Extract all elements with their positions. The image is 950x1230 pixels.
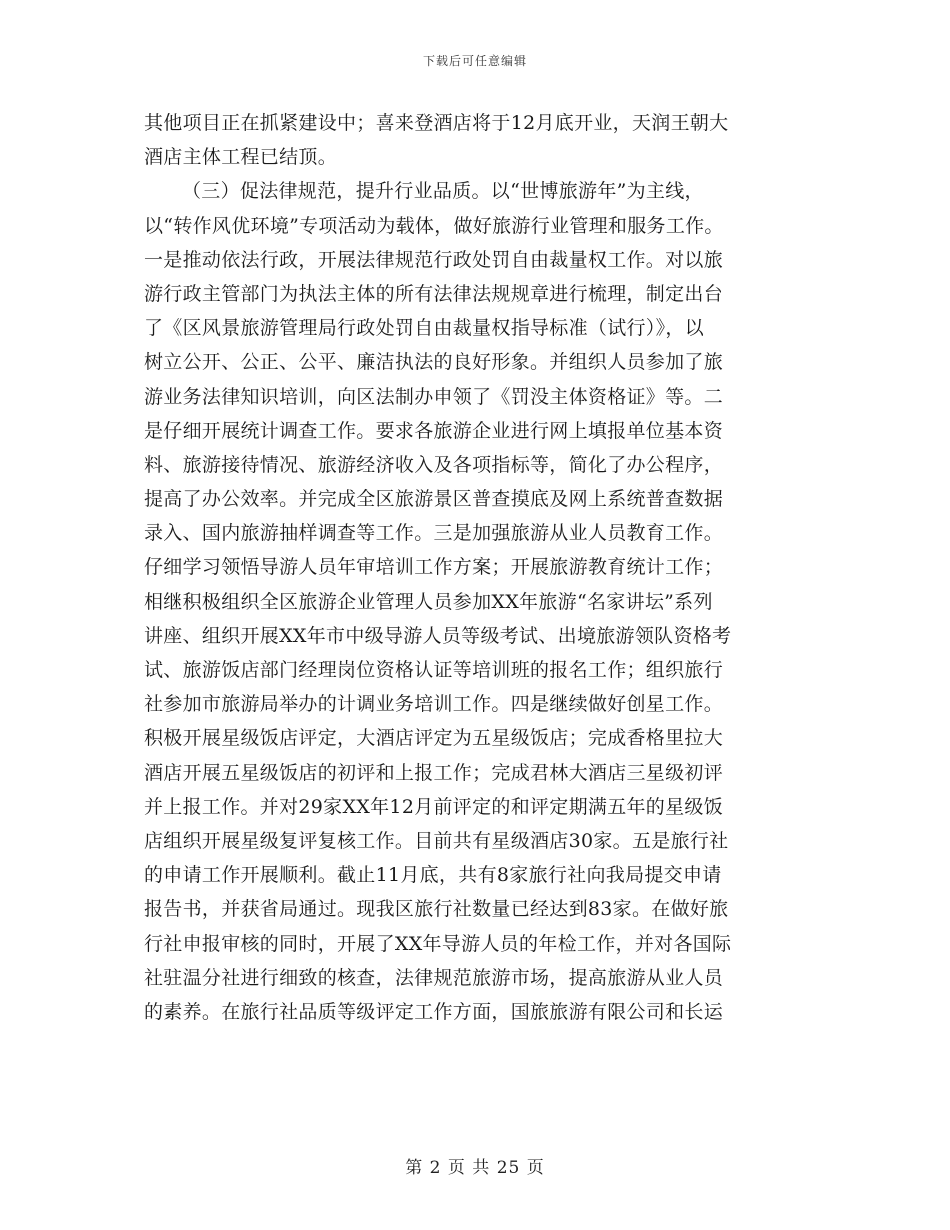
text-line: 行社申报审核的同时，开展了XX年导游人员的年检工作，并对各国际 — [144, 932, 732, 955]
text-line: 相继积极组织全区旅游企业管理人员参加XX年旅游“名家讲坛”系列 — [144, 590, 713, 613]
page-number: 第 2 页 共 25 页 — [405, 1158, 545, 1178]
text-line: 以“转作风优环境”专项活动为载体，做好旅游行业管理和服务工作。 — [144, 214, 724, 237]
text-line: 社驻温分社进行细致的核查，法律规范旅游市场，提高旅游从业人员 — [144, 966, 724, 989]
text-line: 的申请工作开展顺利。截止11月底，共有8家旅行社向我局提交申请 — [144, 864, 722, 887]
text-line: 积极开展星级饭店评定，大酒店评定为五星级饭店；完成香格里拉大 — [144, 727, 724, 750]
text-line: 酒店主体工程已结顶。 — [144, 146, 338, 169]
text-line: 的素养。在旅行社品质等级评定工作方面，国旅旅游有限公司和长运 — [144, 1000, 724, 1023]
text-line: 并上报工作。并对29家XX年12月前评定的和评定期满五年的星级饭 — [144, 795, 724, 818]
text-line: 酒店开展五星级饭店的初评和上报工作；完成君林大酒店三星级初评 — [144, 761, 724, 784]
text-line: 讲座、组织开展XX年市中级导游人员等级考试、出境旅游领队资格考 — [144, 624, 732, 647]
text-line: 了《区风景旅游管理局行政处罚自由裁量权指导标准（试行）》，以 — [144, 317, 705, 340]
text-line: 料、旅游接待情况、旅游经济收入及各项指标等，简化了办公程序， — [144, 453, 724, 476]
text-line: 树立公开、公正、公平、廉洁执法的良好形象。并组织人员参加了旅 — [144, 351, 724, 374]
text-line: 游业务法律知识培训，向区法制办申领了《罚没主体资格证》等。二 — [144, 385, 724, 408]
page-header-note: 下载后可任意编辑 — [422, 54, 527, 68]
text-line: 仔细学习领悟导游人员年审培训工作方案；开展旅游教育统计工作； — [144, 556, 724, 579]
text-line: 是仔细开展统计调查工作。要求各旅游企业进行网上填报单位基本资 — [144, 419, 724, 442]
text-line: 社参加市旅游局举办的计调业务培训工作。四是继续做好创星工作。 — [144, 693, 724, 716]
text-line: 游行政主管部门为执法主体的所有法律法规规章进行梳理，制定出台 — [144, 282, 724, 305]
text-line: 一是推动依法行政，开展法律规范行政处罚自由裁量权工作。对以旅 — [144, 248, 724, 271]
text-line: 试、旅游饭店部门经理岗位资格认证等培训班的报名工作；组织旅行 — [144, 659, 724, 681]
text-line: 其他项目正在抓紧建设中；喜来登酒店将于12月底开业，天润王朝大 — [144, 112, 729, 134]
text-line: 提高了办公效率。并完成全区旅游景区普查摸底及网上系统普查数据 — [144, 488, 724, 511]
paragraph-start-line: （三）促法律规范，提升行业品质。以“世博旅游年”为主线， — [182, 180, 704, 203]
text-line: 店组织开展星级复评复核工作。目前共有星级酒店30家。五是旅行社 — [144, 829, 729, 852]
text-line: 录入、国内旅游抽样调查等工作。三是加强旅游从业人员教育工作。 — [144, 522, 724, 545]
document-body — [144, 106, 804, 1029]
text-line: 报告书，并获省局通过。现我区旅行社数量已经达到83家。在做好旅 — [144, 898, 729, 921]
